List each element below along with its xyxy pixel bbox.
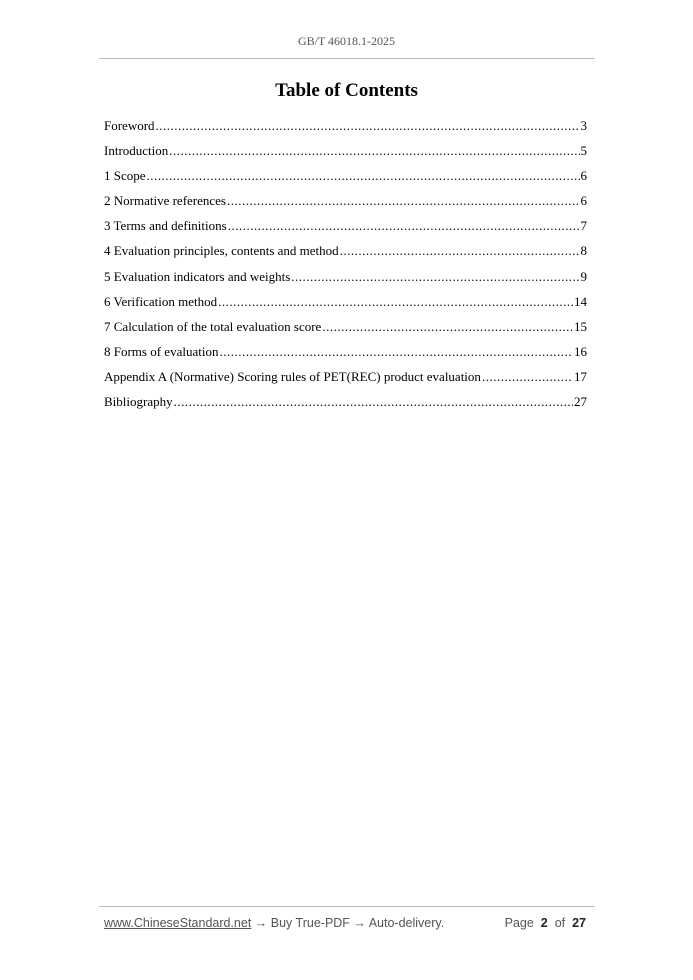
toc-entry-title: 3 Terms and definitions (104, 218, 227, 234)
toc-title: Table of Contents (275, 80, 418, 101)
footer-promo (104, 916, 444, 930)
toc-entry-title: 7 Calculation of the total evaluation score (104, 318, 322, 334)
dot-leader (219, 342, 573, 362)
toc-entry-title: 6 Verification method (104, 293, 218, 309)
toc-entry-page: 9 (580, 268, 587, 284)
toc-entry-scope[interactable] (104, 166, 587, 191)
dot-leader (322, 317, 573, 337)
toc-entry-evaluation-principles[interactable] (104, 241, 587, 266)
toc-entry-title: 1 Scope (104, 168, 146, 184)
dot-leader (218, 292, 573, 312)
toc-entry-title: 4 Evaluation principles, contents and method (104, 243, 339, 259)
dot-leader (147, 166, 580, 186)
toc-entry-page: 16 (574, 343, 587, 359)
toc-entry-page: 15 (574, 318, 587, 334)
toc-entry-page: 8 (580, 243, 587, 259)
toc-entry-verification-method[interactable] (104, 292, 587, 317)
toc-entry-title: 2 Normative references (104, 193, 226, 209)
current-page: 2 (540, 916, 548, 930)
total-pages: 27 (572, 916, 586, 930)
toc-entry-terms-definitions[interactable] (104, 216, 587, 241)
toc-entry-title: Introduction (104, 143, 169, 159)
dot-leader (174, 392, 573, 412)
toc-entry-page: 5 (580, 143, 587, 159)
toc-entry-page: 7 (580, 218, 587, 234)
toc-entry-total-score[interactable] (104, 317, 587, 342)
dot-leader (482, 367, 573, 387)
of-label: of (554, 916, 566, 930)
dot-leader (340, 241, 580, 261)
dot-leader (228, 216, 580, 236)
toc-entry-page: 6 (580, 168, 587, 184)
toc-entry-title: Foreword (104, 118, 155, 133)
toc-entry-forms-of-evaluation[interactable] (104, 342, 587, 367)
toc-entry-bibliography[interactable] (104, 392, 587, 417)
toc-entry-normative-references[interactable] (104, 191, 587, 216)
toc-entry-page: 6 (580, 193, 587, 209)
toc-list (104, 116, 587, 417)
toc-entry-title: 5 Evaluation indicators and weights (104, 268, 291, 284)
header-divider (99, 58, 595, 59)
dot-leader (169, 141, 579, 161)
footer-divider (99, 906, 595, 907)
toc-entry-appendix-a[interactable] (104, 367, 587, 392)
page-label: Page (504, 916, 534, 930)
toc-entry-title: Appendix A (Normative) Scoring rules of PET(REC) product evaluation (104, 368, 481, 384)
toc-entry-evaluation-indicators[interactable] (104, 267, 587, 292)
dot-leader (227, 191, 580, 211)
page-indicator (505, 916, 586, 930)
dot-leader (291, 267, 579, 287)
toc-entry-page: 3 (580, 118, 587, 133)
toc-entry-page: 14 (574, 293, 587, 309)
toc-entry-introduction[interactable] (104, 141, 587, 166)
promo-text: → Buy True-PDF → Auto-delivery. (251, 916, 445, 930)
site-link[interactable]: www.ChineseStandard.net (104, 916, 252, 930)
dot-leader (156, 116, 580, 136)
toc-entry-page: 17 (574, 368, 587, 384)
toc-entry-title: 8 Forms of evaluation (104, 343, 219, 359)
page-footer (104, 916, 586, 930)
toc-entry-title: Bibliography (104, 394, 173, 410)
toc-entry-page: 27 (574, 394, 587, 410)
toc-entry-foreword[interactable] (104, 116, 587, 141)
document-header: GB/T 46018.1-2025 (297, 34, 396, 48)
